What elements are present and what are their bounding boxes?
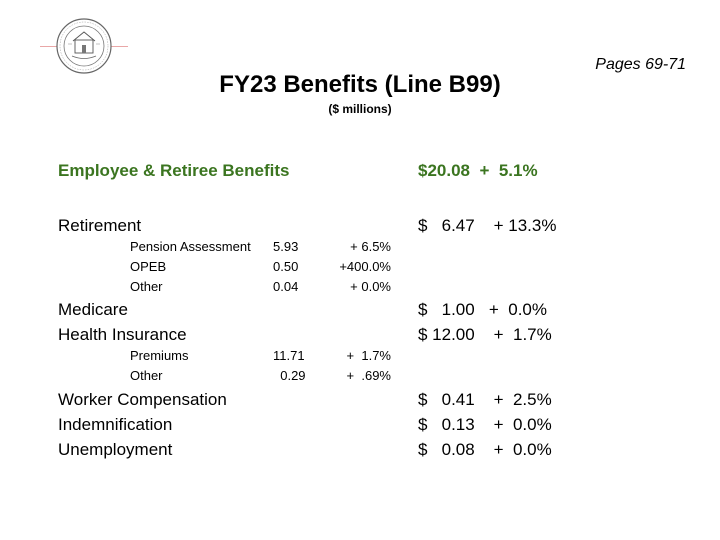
subitem-change: +400.0% [339,259,391,274]
health-subitem [0,348,720,366]
retirement-subitem [0,239,720,257]
indemnification-row [0,415,720,437]
health-subitem [0,368,720,386]
row-label: Unemployment [58,440,173,459]
retirement-subitem [0,259,720,277]
subitem-change: + .69% [346,368,391,383]
subitem-amount: 0.29 [273,368,306,383]
subitem-amount: 11.71 [273,348,305,363]
subitem-label: OPEB [130,259,167,274]
health-insurance-row [0,325,720,347]
town-seal-icon [56,18,112,74]
row-value: $ 1.00 + 0.0% [418,300,548,319]
subitem-label: Other [130,279,163,294]
pages-reference: Pages 69-71 [595,56,686,73]
worker-compensation-row [0,390,720,412]
subitem-label: Premiums [130,348,189,363]
medicare-row [0,300,720,322]
unemployment-row [0,440,720,462]
slide-subtitle: ($ millions) [328,102,392,116]
subitem-change: + 0.0% [350,279,391,294]
retirement-row [0,216,720,238]
subitem-label: Other [130,368,163,383]
subitem-amount: 5.93 [273,239,299,254]
slide-title: FY23 Benefits (Line B99) [219,71,501,98]
section-total: $20.08 + 5.1% [418,161,538,180]
subitem-change: + 6.5% [350,239,391,254]
header-rule-right [110,46,128,47]
retirement-subitem [0,279,720,297]
row-label: Indemnification [58,415,173,434]
row-value: $ 12.00 + 1.7% [418,325,552,344]
subitem-label: Pension Assessment [130,239,251,254]
row-value: $ 0.08 + 0.0% [418,440,552,459]
row-value: $ 0.41 + 2.5% [418,390,552,409]
row-label: Medicare [58,300,128,319]
row-label: Retirement [58,216,142,235]
section-heading: Employee & Retiree Benefits [58,161,290,180]
row-value: $ 0.13 + 0.0% [418,415,552,434]
subitem-change: + 1.7% [346,348,391,363]
row-label: Health Insurance [58,325,187,344]
row-value: $ 6.47 + 13.3% [418,216,557,235]
subitem-amount: 0.50 [273,259,299,274]
row-label: Worker Compensation [58,390,227,409]
subitem-amount: 0.04 [273,279,299,294]
